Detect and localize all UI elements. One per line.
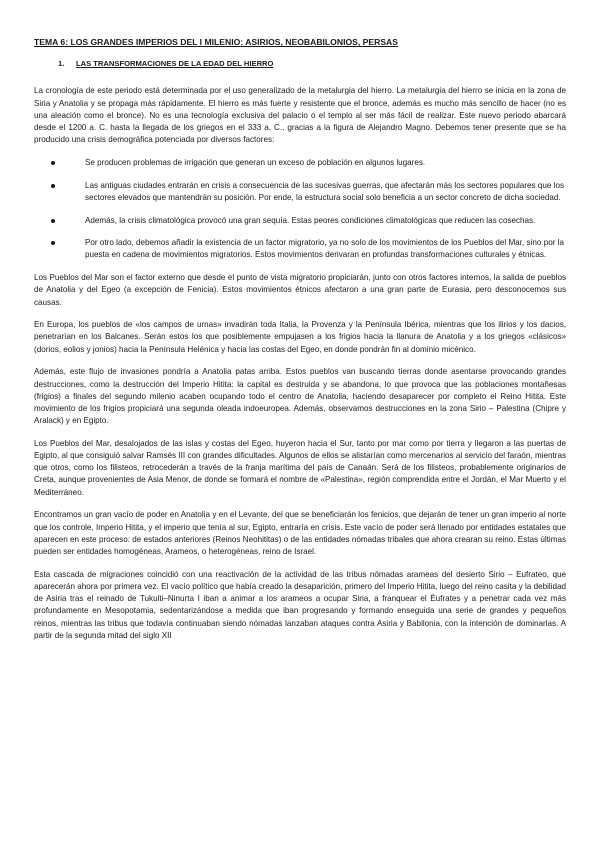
bullet-icon	[51, 161, 55, 165]
paragraph-anatolia: Además, este flujo de invasiones pondría a Anatolia patas arriba. Estos pueblos van buscando tierras donde asentarse provocando grandes destrucciones, como la destrucción del Imperio Hitita: la capital es destruida y se abandona, lo que provoca que las poblaciones montañesas (frigios) a finales del segundo milenio acaben ocupando todo el centro de Anatolia, haciendo desaparecer por completo el Reino Hitita. Este movimiento de los frigios propiciará una segunda oleada indoeuropea. Además, observamos destrucciones en la zona Sirio – Palestina (Chipre y Aralack) y en Egipto.	[34, 367, 566, 426]
section-label: LAS TRANSFORMACIONES DE LA EDAD DEL HIERRO	[76, 59, 274, 69]
intro-paragraph: La cronología de este periodo está determinada por el uso generalizado de la metalurgia del hierro. La metalurgia del hierro se inicia en la zona de Siria y Anatolia y se propaga más rápidamente. El hierro es más fuerte y resistente que el bronce, además es mucho más sencillo de hacer (no es una aleación como el bronce). No es una tecnología exclusiva del palacio o el templo al ser más fácil de realizar. Este nuevo periodo abarcará desde el 1200 a. C. hasta la llegada de los griegos en el 333 a. C., gracias a la figura de Alejandro Magno. Debemos tener presente que se ha producido una crisis demográfica potenciada por diversos factores:	[34, 86, 566, 145]
section-heading	[58, 58, 566, 70]
paragraph-campos-de-urnas: En Europa, los pueblos de «los campos de urnas» invadirán toda Italia, la Provenza y la Península Ibérica, mientras que los ilirios y los dacios, penetrarían en los Balcanes. Serán estos los que posiblemente empujasen a los frigios hacia la llanura de Anatolia y a los griegos «clásicos» (dorios, eolios y jonios) hacia la Península Helénica y hacia las costas del Egeo, en donde pondrán fin al dominio micénico.	[34, 320, 566, 354]
list-item: Además, la crisis climatológica provocó una gran sequía. Estas peores condiciones climatológicas que reducen las cosechas.	[34, 215, 566, 227]
paragraph-vacio-de-poder: Encontramos un gran vacío de poder en Anatolia y en el Levante, del que se beneficiarán los fenicios, que dejarán de tener un gran imperio al norte que los controle, Imperio Hitita, y el imperio que tenía al sur, Egipto, entraría en crisis. Este vacío de poder será llenado por entidades estatales que aparecen en este proceso: de estados anteriores (Reinos Neohititas) o de las entidades nómadas tribales que ahora crearan su reino. Estas últimas pueden ser entidades homogéneas, Arameos, o heterogéneas, reino de Israel.	[34, 510, 566, 556]
factor-list	[34, 157, 566, 262]
bullet-icon	[51, 184, 55, 188]
list-item: Se producen problemas de irrigación que generan un exceso de población en algunos lugares.	[34, 157, 566, 169]
list-item: Las antiguas ciudades entrarán en crisis a consecuencia de las sucesivas guerras, que afectarán más los sectores populares que los sectores elevados que mantendrán su posición. Por ende, la estructura social solo beneficia a un sector concreto de dicha sociedad.	[34, 180, 566, 204]
page-title: TEMA 6: LOS GRANDES IMPERIOS DEL I MILENIO: ASIRIOS, NEOBABILONIOS, PERSAS	[34, 37, 398, 47]
paragraph-pueblos-del-mar: Los Pueblos del Mar son el factor externo que desde el punto de vista migratorio propiciarán, junto con otros factores internos, la salida de pueblos de Anatolia y del Egeo (a excepción de Fenicia). Estos movimientos étnicos afectaron a una gran parte de Eurasia, pero desconocemos sus causas.	[34, 273, 566, 307]
bullet-icon	[51, 219, 55, 223]
paragraph-arameos: Esta cascada de migraciones coincidió con una reactivación de la actividad de las tribus nómadas arameas del desierto Sirio – Eufrateo, que aparecerán ahora por primera vez. El vacío político que había creado la desaparición, primero del Imperio Hitita, luego del reino casita y la debilidad de Asiria tras el reinado de Tukulti–Ninurta I iban a animar a los arameos a ocupar Siria, a franquear el Éufrates y a penetrar cada vez más profundamente en Mesopotamia, sedentarizándose a medida que iban progresando y formando enseguida una serie de grandes y pequeños reinos, mientras las tribus que todavía continuaban siendo nómadas lanzaban ataques contra Asiria y Babilonia, con la intención de dominarlas. A partir de la segunda mitad del siglo XII	[34, 569, 566, 640]
list-item: Por otro lado, debemos añadir la existencia de un factor migratorio, ya no solo de los movimientos de los Pueblos del Mar, sino por la puesta en cadena de movimientos migratorios. Estos movimientos derivaran en profundas transformaciones culturales y étnicas.	[34, 237, 566, 261]
document-body	[34, 36, 566, 652]
bullet-icon	[51, 241, 55, 245]
paragraph-egipto: Los Pueblos del Mar, desalojados de las islas y costas del Egeo, huyeron hacia el Sur, tanto por mar como por tierra y llegaron a las puertas de Egipto, al que consiguió salvar Ramsés III con grandes dificultades. Algunos de ellos se alistarían como mercenarios al servicio del faraón, mientras que otros, como los filisteos, retrocederán a través de la franja marítima del país de Canaán. Será de los filisteos, probablemente originarios de Creta, aunque provenientes de Asia Menor, de donde se formará el nombre de «Palestina», región comprendida entre el Jordán, el Mar Muerto y el Mediterráneo.	[34, 438, 566, 497]
section-number: 1.	[58, 59, 65, 69]
